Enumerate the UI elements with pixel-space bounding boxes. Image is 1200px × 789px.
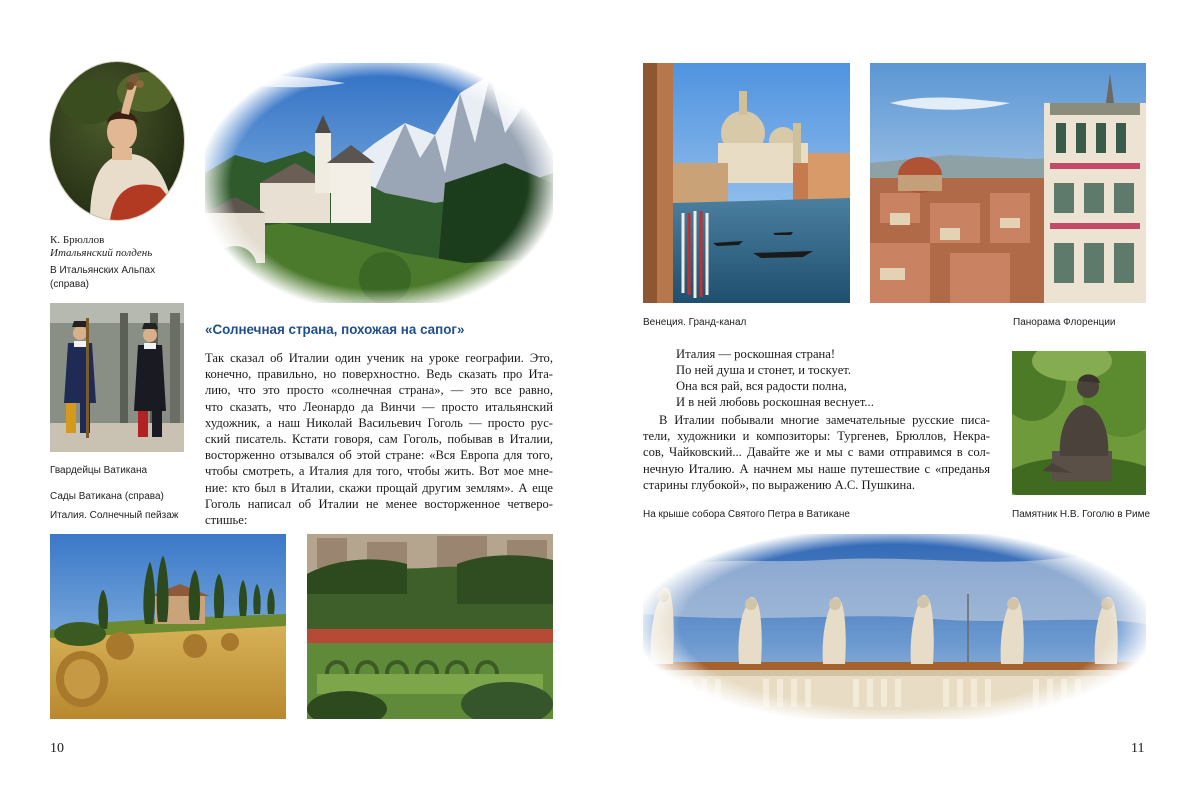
text-line: ский писатель. Кстати говоря, сам Гоголь, побывав в Италии, [205, 432, 553, 447]
right-body-text [643, 412, 990, 493]
photo-gogol-monument [1012, 351, 1146, 495]
gardens-caption: Сады Ватикана (справа) [50, 491, 164, 502]
portrait-italian-noon [50, 62, 184, 220]
text-line: чтобы смотреть, а Италия для того, чтобы жить. Вот мое мне- [205, 464, 553, 479]
portrait-caption-title: Итальянский полдень [50, 247, 153, 259]
alps-caption-line1: В Итальянских Альпах [50, 265, 156, 276]
photo-sunny-landscape [50, 534, 286, 719]
florence-caption: Панорама Флоренции [1013, 317, 1116, 328]
portrait-caption-author: К. Брюллов [50, 234, 105, 246]
gogol-poem [676, 346, 874, 410]
venice-caption: Венеция. Гранд-канал [643, 317, 747, 328]
roof-caption: На крыше собора Святого Петра в Ватикане [643, 509, 850, 520]
text-line: стишье: [205, 513, 248, 528]
text-line: тели, художники и композиторы: Тургенев, Брюллов, Некра- [643, 429, 990, 444]
text-line: сов, Чайковский... Давайте же и мы с вами отправимся в сол- [643, 445, 990, 460]
text-line: Гоголь написал об Италии не менее восторженное четверо- [205, 496, 553, 511]
photo-florence-panorama [870, 63, 1146, 303]
photo-vatican-gardens [307, 534, 553, 719]
section-heading: «Солнечная страна, похожая на сапог» [205, 322, 465, 337]
landscape-caption: Италия. Солнечный пейзаж [50, 510, 179, 521]
left-body-text [205, 350, 553, 528]
poem-line: Она вся рай, вся радости полна, [676, 379, 847, 393]
gogol-caption: Памятник Н.В. Гоголю в Риме [1012, 509, 1151, 520]
text-line: ние: кто был в Италии, скажи прощай другим землям». А еще [205, 480, 553, 495]
photo-venice-grand-canal [643, 63, 850, 303]
photo-italian-alps [205, 63, 553, 303]
text-line: что сказать, что Леонардо да Винчи — просто итальянский [205, 399, 553, 414]
text-line: нечную Италию. А начнем мы наше путешествие с «преданья [643, 461, 990, 476]
page-number-right: 11 [1131, 741, 1145, 756]
text-line: В Италии побывали многие замечательные русские писа- [659, 413, 990, 427]
alps-caption-line2: (справа) [50, 279, 89, 290]
text-line: старины глубокой», по выражению А.С. Пушкина. [643, 477, 915, 492]
photo-st-peters-roof [643, 534, 1146, 719]
guards-caption: Гвардейцы Ватикана [50, 465, 148, 476]
text-line: Так сказал об Италии один ученик на уроке географии. Это, [205, 351, 553, 365]
poem-line: И в ней любовь роскошная веснует... [676, 395, 874, 409]
text-line: лию, что это просто «солнечная страна», — это все равно, [205, 383, 553, 398]
text-line: художник, а наш Николай Васильевич Гоголь — просто рус- [205, 415, 553, 430]
poem-line: Италия — роскошная страна! [676, 347, 836, 361]
text-line: конечно, правильно, но поверхностно. Ведь сказать про Ита- [205, 367, 553, 382]
text-line: восторженно отзывался об этой стране: «Вся Европа для того, [205, 448, 553, 463]
page-number-left: 10 [50, 741, 64, 756]
photo-vatican-guards [50, 303, 184, 452]
poem-line: По ней душа и стонет, и тоскует. [676, 363, 851, 377]
